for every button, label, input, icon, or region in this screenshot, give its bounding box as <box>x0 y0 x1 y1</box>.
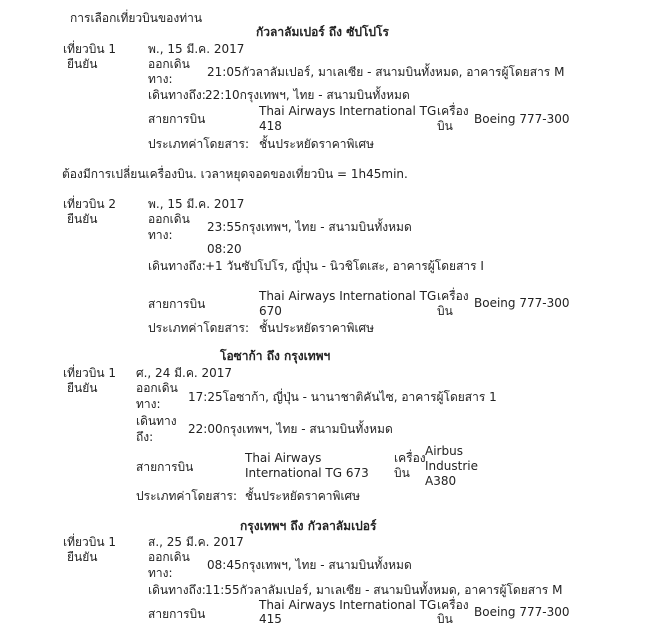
depart-label-2: ทาง: <box>148 566 173 580</box>
depart-label-2: ทาง: <box>148 228 173 242</box>
cabin-label: ประเภทค่าโดยสาร: <box>136 489 238 503</box>
aircraft-value-2: Industrie <box>425 459 478 473</box>
aircraft-label: เครื่อง <box>437 598 469 612</box>
depart-info: 08:45กรุงเทพฯ, ไทย - สนามบินทั้งหมด <box>207 558 412 572</box>
airline-value-2: International TG 673 <box>245 466 369 480</box>
depart-info: 23:55กรุงเทพฯ, ไทย - สนามบินทั้งหมด <box>207 220 412 234</box>
arrive-label: เดินทาง <box>136 414 177 428</box>
depart-label: ออกเดิน <box>148 57 190 71</box>
cabin-value: ชั้นประหยัดราคาพิเศษ <box>245 489 361 503</box>
airline-value: Thai Airways <box>245 451 322 465</box>
flight-date: ศ., 24 มี.ค. 2017 <box>136 366 233 380</box>
airline-value: Thai Airways International TG <box>259 289 437 303</box>
arrive-label: เดินทางถึง: <box>148 259 206 273</box>
depart-label-2: ทาง: <box>148 72 173 86</box>
page-title: การเลือกเที่ยวบินของท่าน <box>70 11 203 25</box>
status-confirmed: ยืนยัน <box>67 212 98 226</box>
cabin-label: ประเภทค่าโดยสาร: <box>148 137 250 151</box>
depart-label: ออกเดิน <box>148 550 190 564</box>
aircraft-label-2: บิน <box>394 466 410 480</box>
airline-value: Thai Airways International TG <box>259 104 437 118</box>
flight-number: เที่ยวบิน 2 <box>63 197 117 211</box>
depart-info: 17:25โอซาก้า, ญี่ปุ่น - นานาชาติคันไซ, อาคารผู้โดยสาร 1 <box>188 390 497 404</box>
airline-label: สายการบิน <box>148 607 206 621</box>
arrive-label: เดินทางถึง: <box>148 88 206 102</box>
aircraft-label: เครื่อง <box>437 104 469 118</box>
aircraft-label-2: บิน <box>437 612 453 626</box>
connection-note: ต้องมีการเปลี่ยนเครื่องบิน. เวลาหยุดจอดของเที่ยวบิน = 1h45min. <box>62 167 408 181</box>
arrive-time: 08:20 <box>207 242 242 256</box>
cabin-value: ชั้นประหยัดราคาพิเศษ <box>259 137 375 151</box>
arrive-info: 22:10กรุงเทพฯ, ไทย - สนามบินทั้งหมด <box>205 88 410 102</box>
arrive-info: 11:55กัวลาลัมเปอร์, มาเลเซีย - สนามบินทั้งหมด, อาคารผู้โดยสาร M <box>205 583 563 597</box>
aircraft-label: เครื่อง <box>394 451 426 465</box>
flight-date: พ., 15 มี.ค. 2017 <box>148 197 245 211</box>
aircraft-label: เครื่อง <box>437 289 469 303</box>
arrive-info: +1 วันซัปโปโร, ญี่ปุ่น - นิวชิโตเสะ, อาคารผู้โดยสาร I <box>205 259 484 273</box>
aircraft-label-2: บิน <box>437 304 453 318</box>
airline-label: สายการบิน <box>148 112 206 126</box>
depart-info: 21:05กัวลาลัมเปอร์, มาเลเซีย - สนามบินทั้งหมด, อาคารผู้โดยสาร M <box>207 65 565 79</box>
airline-value: Thai Airways International TG <box>259 598 437 612</box>
depart-label-2: ทาง: <box>136 397 161 411</box>
aircraft-value: Airbus <box>425 444 463 458</box>
status-confirmed: ยืนยัน <box>67 550 98 564</box>
flight-number: เที่ยวบิน 1 <box>63 366 117 380</box>
flight-number: เที่ยวบิน 1 <box>63 535 117 549</box>
flight-date: ส., 25 มี.ค. 2017 <box>148 535 244 549</box>
route-title: กรุงเทพฯ ถึง กัวลาลัมเปอร์ <box>240 519 377 533</box>
depart-label: ออกเดิน <box>136 381 178 395</box>
arrive-info: 22:00กรุงเทพฯ, ไทย - สนามบินทั้งหมด <box>188 422 393 436</box>
aircraft-value: Boeing 777-300 <box>474 112 570 126</box>
cabin-label: ประเภทค่าโดยสาร: <box>148 321 250 335</box>
airline-value-2: 415 <box>259 612 282 626</box>
airline-label: สายการบิน <box>148 297 206 311</box>
aircraft-label-2: บิน <box>437 119 453 133</box>
airline-label: สายการบิน <box>136 460 194 474</box>
flight-date: พ., 15 มี.ค. 2017 <box>148 42 245 56</box>
airline-value-2: 670 <box>259 304 282 318</box>
aircraft-value: Boeing 777-300 <box>474 605 570 619</box>
aircraft-value-3: A380 <box>425 474 457 488</box>
status-confirmed: ยืนยัน <box>67 381 98 395</box>
arrive-label: เดินทางถึง: <box>148 583 206 597</box>
arrive-label-2: ถึง: <box>136 430 154 444</box>
route-title: โอซาก้า ถึง กรุงเทพฯ <box>220 349 331 363</box>
status-confirmed: ยืนยัน <box>67 57 98 71</box>
route-title: กัวลาลัมเปอร์ ถึง ซัปโปโร <box>256 25 389 39</box>
flight-number: เที่ยวบิน 1 <box>63 42 117 56</box>
airline-value-2: 418 <box>259 119 282 133</box>
cabin-value: ชั้นประหยัดราคาพิเศษ <box>259 321 375 335</box>
depart-label: ออกเดิน <box>148 212 190 226</box>
aircraft-value: Boeing 777-300 <box>474 296 570 310</box>
